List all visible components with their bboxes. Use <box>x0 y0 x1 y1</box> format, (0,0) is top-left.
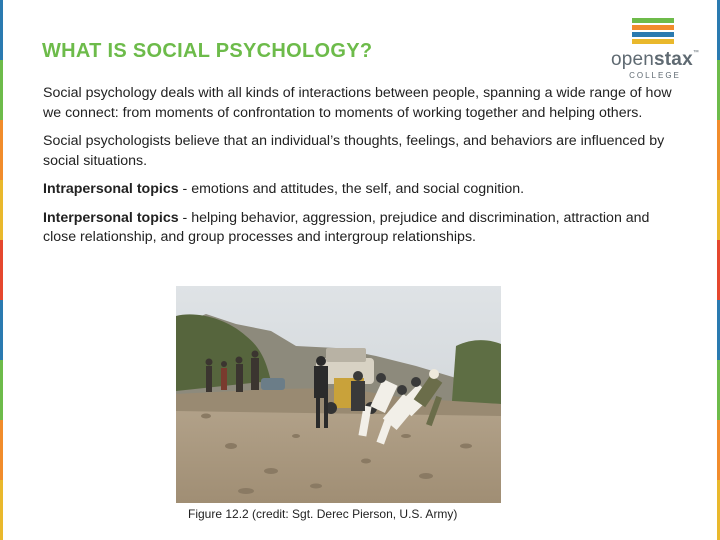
logo-wordmark: openstax™ <box>610 49 700 70</box>
slide-title: WHAT IS SOCIAL PSYCHOLOGY? <box>42 40 373 62</box>
paragraph-intro: Social psychology deals with all kinds of interactions between people, spanning a wide range of how we connect: from moments of confrontation to moments of working together and helping others. <box>43 85 672 121</box>
logo-stripe <box>632 32 674 37</box>
logo-stripe <box>632 25 674 30</box>
paragraph-intrapersonal <box>43 180 683 200</box>
color-bar-segment <box>0 120 3 180</box>
logo-stripe <box>632 18 674 23</box>
color-bar-segment <box>0 420 3 480</box>
openstax-logo <box>610 16 700 78</box>
color-bar-segment <box>0 480 3 540</box>
figure-photo <box>176 286 501 503</box>
color-bar-segment <box>0 0 3 60</box>
color-bar-segment <box>0 300 3 360</box>
color-bar-segment <box>0 60 3 120</box>
slide-body <box>43 84 683 257</box>
intrapersonal-term: Intrapersonal topics <box>43 181 179 197</box>
logo-subtitle: COLLEGE <box>629 71 681 80</box>
logo-stripe <box>632 39 674 44</box>
photo-people-pushing-vehicle-icon <box>176 286 501 503</box>
interpersonal-text: - helping behavior, aggression, prejudice and discrimination, attraction and close relationship, and group processes and intergroup relationships. <box>43 209 650 245</box>
color-bar-segment <box>0 180 3 240</box>
intrapersonal-text: - emotions and attitudes, the self, and social cognition. <box>178 181 525 197</box>
paragraph-belief: Social psychologists believe that an individual’s thoughts, feelings, and behaviors are influenced by social situations. <box>43 133 665 169</box>
paragraph-interpersonal <box>43 209 683 248</box>
interpersonal-term: Interpersonal topics <box>43 209 179 226</box>
color-bar-segment <box>0 240 3 300</box>
figure-caption: Figure 12.2 (credit: Sgt. Derec Pierson, U.S. Army) <box>188 507 458 521</box>
color-bar-segment <box>0 360 3 420</box>
left-color-bar <box>0 0 3 540</box>
